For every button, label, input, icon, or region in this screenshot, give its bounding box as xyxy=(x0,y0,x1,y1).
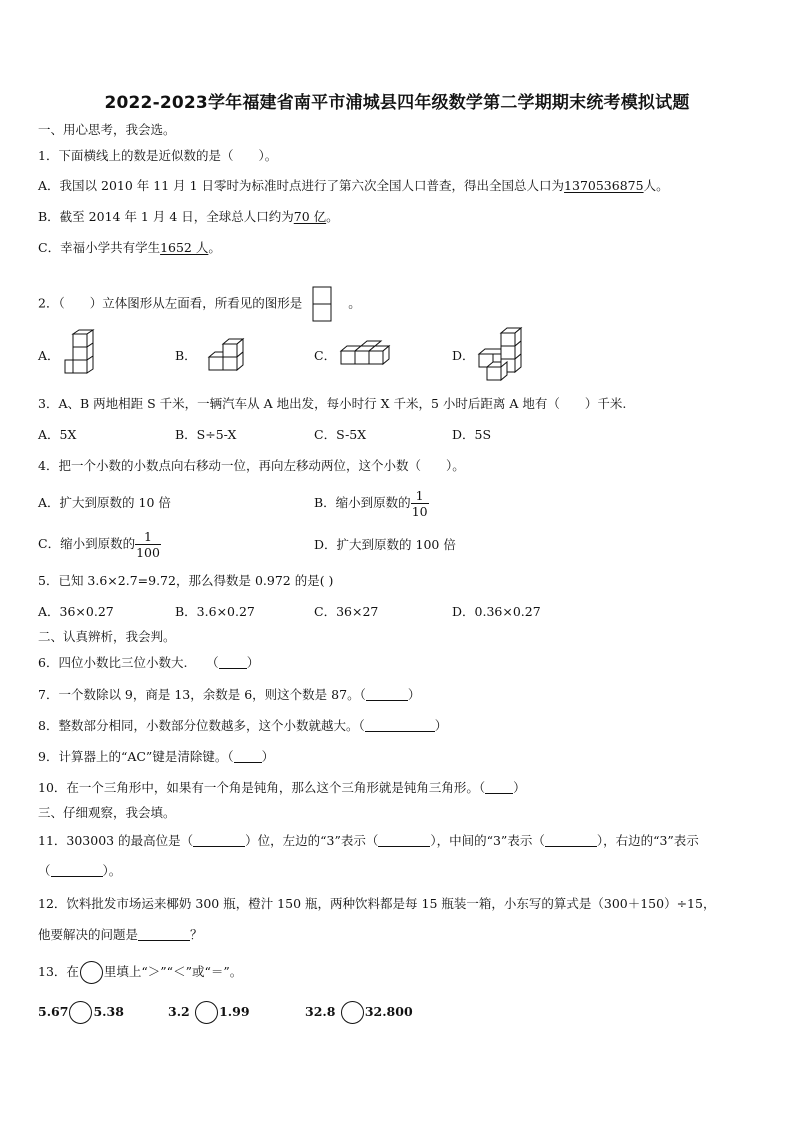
section-1-heading: 一、用心思考，我会选。 xyxy=(38,122,176,137)
q8-close: ） xyxy=(434,718,448,733)
q7 xyxy=(38,687,420,703)
q11-blank-4[interactable] xyxy=(51,864,103,877)
q13-e3-circle[interactable] xyxy=(341,1001,364,1024)
q10 xyxy=(38,780,526,796)
q4-c-text: C．缩小到原数的 xyxy=(38,536,136,551)
q4-b-denominator: 10 xyxy=(411,504,428,519)
q1-b-tail: 。 xyxy=(326,209,339,224)
q1-a-tail: 人。 xyxy=(643,178,669,193)
q6-close: ） xyxy=(246,655,260,670)
q4-b-fraction xyxy=(411,488,429,519)
q1-b-text: B．截至 2014 年 1 月 4 日，全球总人口约为 xyxy=(38,209,294,224)
q2-option-b: B． xyxy=(175,348,197,363)
q4-option-d: D．扩大到原数的 100 倍 xyxy=(314,537,456,552)
q1-stem: 1．下面横线上的数是近似数的是（ ）。 xyxy=(38,148,278,163)
q1-c-number: 1652 人 xyxy=(160,240,209,255)
page-title: 2022-2023学年福建省南平市浦城县四年级数学第二学期期末统考模拟试题 xyxy=(104,93,690,113)
q11-line-1 xyxy=(38,833,699,849)
q2-option-c: C． xyxy=(314,348,337,363)
q2-stem xyxy=(38,286,361,322)
q12-answer-blank[interactable] xyxy=(138,928,190,941)
q8-answer-blank[interactable] xyxy=(365,719,435,732)
q2-stem-text: 2．（ ）立体图形从左面看，所看见的图形是 xyxy=(38,295,303,311)
q7-answer-blank[interactable] xyxy=(366,688,408,701)
q7-close: ） xyxy=(407,687,421,702)
q1-option-b xyxy=(38,209,339,225)
q11-text-5: （ xyxy=(38,863,51,878)
q11-text-1: 11．303003 的最高位是（ xyxy=(38,833,194,848)
q13-e2-circle[interactable] xyxy=(195,1001,218,1024)
option-c-cubes-figure xyxy=(338,339,400,373)
q13-e2-right: 1.99 xyxy=(219,1004,250,1019)
q9-text: 9．计算器上的“AC”键是清除键。（ xyxy=(38,749,234,764)
q4-stem: 4．把一个小数的小数点向右移动一位，再向左移动两位，这个小数（ ）。 xyxy=(38,458,465,473)
q3-option-a: A．5X xyxy=(38,427,77,442)
q11-blank-3[interactable] xyxy=(545,834,597,847)
q10-close: ） xyxy=(513,780,526,795)
q13-expr-2 xyxy=(168,1000,250,1024)
q6 xyxy=(38,655,259,671)
q12-line-2 xyxy=(38,927,203,943)
q2-stem-tail: 。 xyxy=(348,295,361,311)
q13-circle-icon xyxy=(80,961,103,984)
q4-c-denominator: 100 xyxy=(136,545,160,560)
q13-e1-right: 5.38 xyxy=(93,1004,124,1019)
q12-line-1: 12．饮料批发市场运来椰奶 300 瓶，橙汁 150 瓶，两种饮料都是每 15 瓶装一箱，小东写的算式是（300＋150）÷15， xyxy=(38,896,716,911)
q13-e3-left: 32.8 xyxy=(305,1004,336,1019)
q13-e3-right: 32.800 xyxy=(364,1004,413,1019)
q1-c-tail: 。 xyxy=(208,240,221,255)
q4-option-c xyxy=(38,525,161,563)
q8-text: 8．整数部分相同，小数部分位数越多，这个小数就越大。（ xyxy=(38,718,365,733)
q13-text: 13．在 xyxy=(38,964,79,979)
q11-text-4: ），右边的“3”表示 xyxy=(596,833,699,848)
q3-option-d: D．5S xyxy=(452,427,492,442)
q10-text: 10．在一个三角形中，如果有一个角是钝角，那么这个三角形就是钝角三角形。（ xyxy=(38,780,486,795)
q12-mark: ？ xyxy=(190,927,203,942)
q13-e1-left: 5.67 xyxy=(38,1004,69,1019)
q4-b-numerator: 1 xyxy=(411,488,429,504)
option-d-cubes-figure xyxy=(474,326,530,384)
q9-answer-blank[interactable] xyxy=(234,750,262,763)
q1-b-number: 70 亿 xyxy=(293,209,327,224)
q2-option-a: A． xyxy=(38,348,60,363)
q12-text: 他要解决的问题是 xyxy=(38,927,139,942)
q11-line-2 xyxy=(38,863,121,879)
q11-blank-2[interactable] xyxy=(378,834,430,847)
q13-e2-left: 3.2 xyxy=(168,1004,190,1019)
q2-option-d: D． xyxy=(452,348,475,363)
q4-option-a: A．扩大到原数的 10 倍 xyxy=(38,495,171,510)
q6-answer-blank[interactable] xyxy=(219,656,247,669)
q5-option-d: D．0.36×0.27 xyxy=(452,604,541,619)
q9 xyxy=(38,749,274,765)
q9-close: ） xyxy=(261,749,275,764)
q5-stem: 5．已知 3.6×2.7=9.72，那么得数是 0.972 的是( ) xyxy=(38,573,334,588)
q4-b-text: B．缩小到原数的 xyxy=(314,495,411,510)
section-2-heading: 二、认真辨析，我会判。 xyxy=(38,629,176,644)
q11-text-6: ）。 xyxy=(102,863,122,878)
q10-answer-blank[interactable] xyxy=(485,781,513,794)
q3-option-c: C．S-5X xyxy=(314,427,367,442)
q13-expr-1 xyxy=(38,1000,124,1024)
q1-a-text: A．我国以 2010 年 11 月 1 日零时为标准时点进行了第六次全国人口普查，得出全国总人口为 xyxy=(38,178,565,193)
q5-option-a: A．36×0.27 xyxy=(38,604,114,619)
q13-e1-circle[interactable] xyxy=(69,1001,92,1024)
option-a-cubes-figure xyxy=(62,329,98,379)
q1-a-number: 1370536875 xyxy=(564,178,644,193)
q5-option-b: B．3.6×0.27 xyxy=(175,604,255,619)
section-3-heading: 三、仔细观察，我会填。 xyxy=(38,805,176,820)
q4-option-b xyxy=(314,484,429,522)
q6-text: 6．四位小数比三位小数大. （ xyxy=(38,655,219,670)
q13-expr-3 xyxy=(305,1000,413,1024)
q5-option-c: C．36×27 xyxy=(314,604,379,619)
q8 xyxy=(38,718,447,734)
q1-c-text: C．幸福小学共有学生 xyxy=(38,240,161,255)
q11-text-2: ）位，左边的“3”表示（ xyxy=(245,833,379,848)
q1-option-a xyxy=(38,178,669,194)
left-view-figure xyxy=(312,286,332,322)
q11-blank-1[interactable] xyxy=(193,834,245,847)
q3-option-b: B．S÷5-X xyxy=(175,427,237,442)
q3-stem: 3．A、B 两地相距 S 千米，一辆汽车从 A 地出发，每小时行 X 千米，5 小时后距离 A 地有（ ）千米. xyxy=(38,396,627,411)
q4-c-fraction xyxy=(135,529,161,560)
q7-text: 7．一个数除以 9，商是 13，余数是 6，则这个数是 87。（ xyxy=(38,687,366,702)
q4-c-numerator: 1 xyxy=(135,529,161,545)
q1-option-c xyxy=(38,240,221,256)
q13-stem xyxy=(38,960,242,984)
option-b-cubes-figure xyxy=(203,337,247,379)
q11-text-3: ），中间的“3”表示（ xyxy=(430,833,545,848)
q13-text-tail: 里填上“＞”“＜”或“＝”。 xyxy=(103,964,243,979)
